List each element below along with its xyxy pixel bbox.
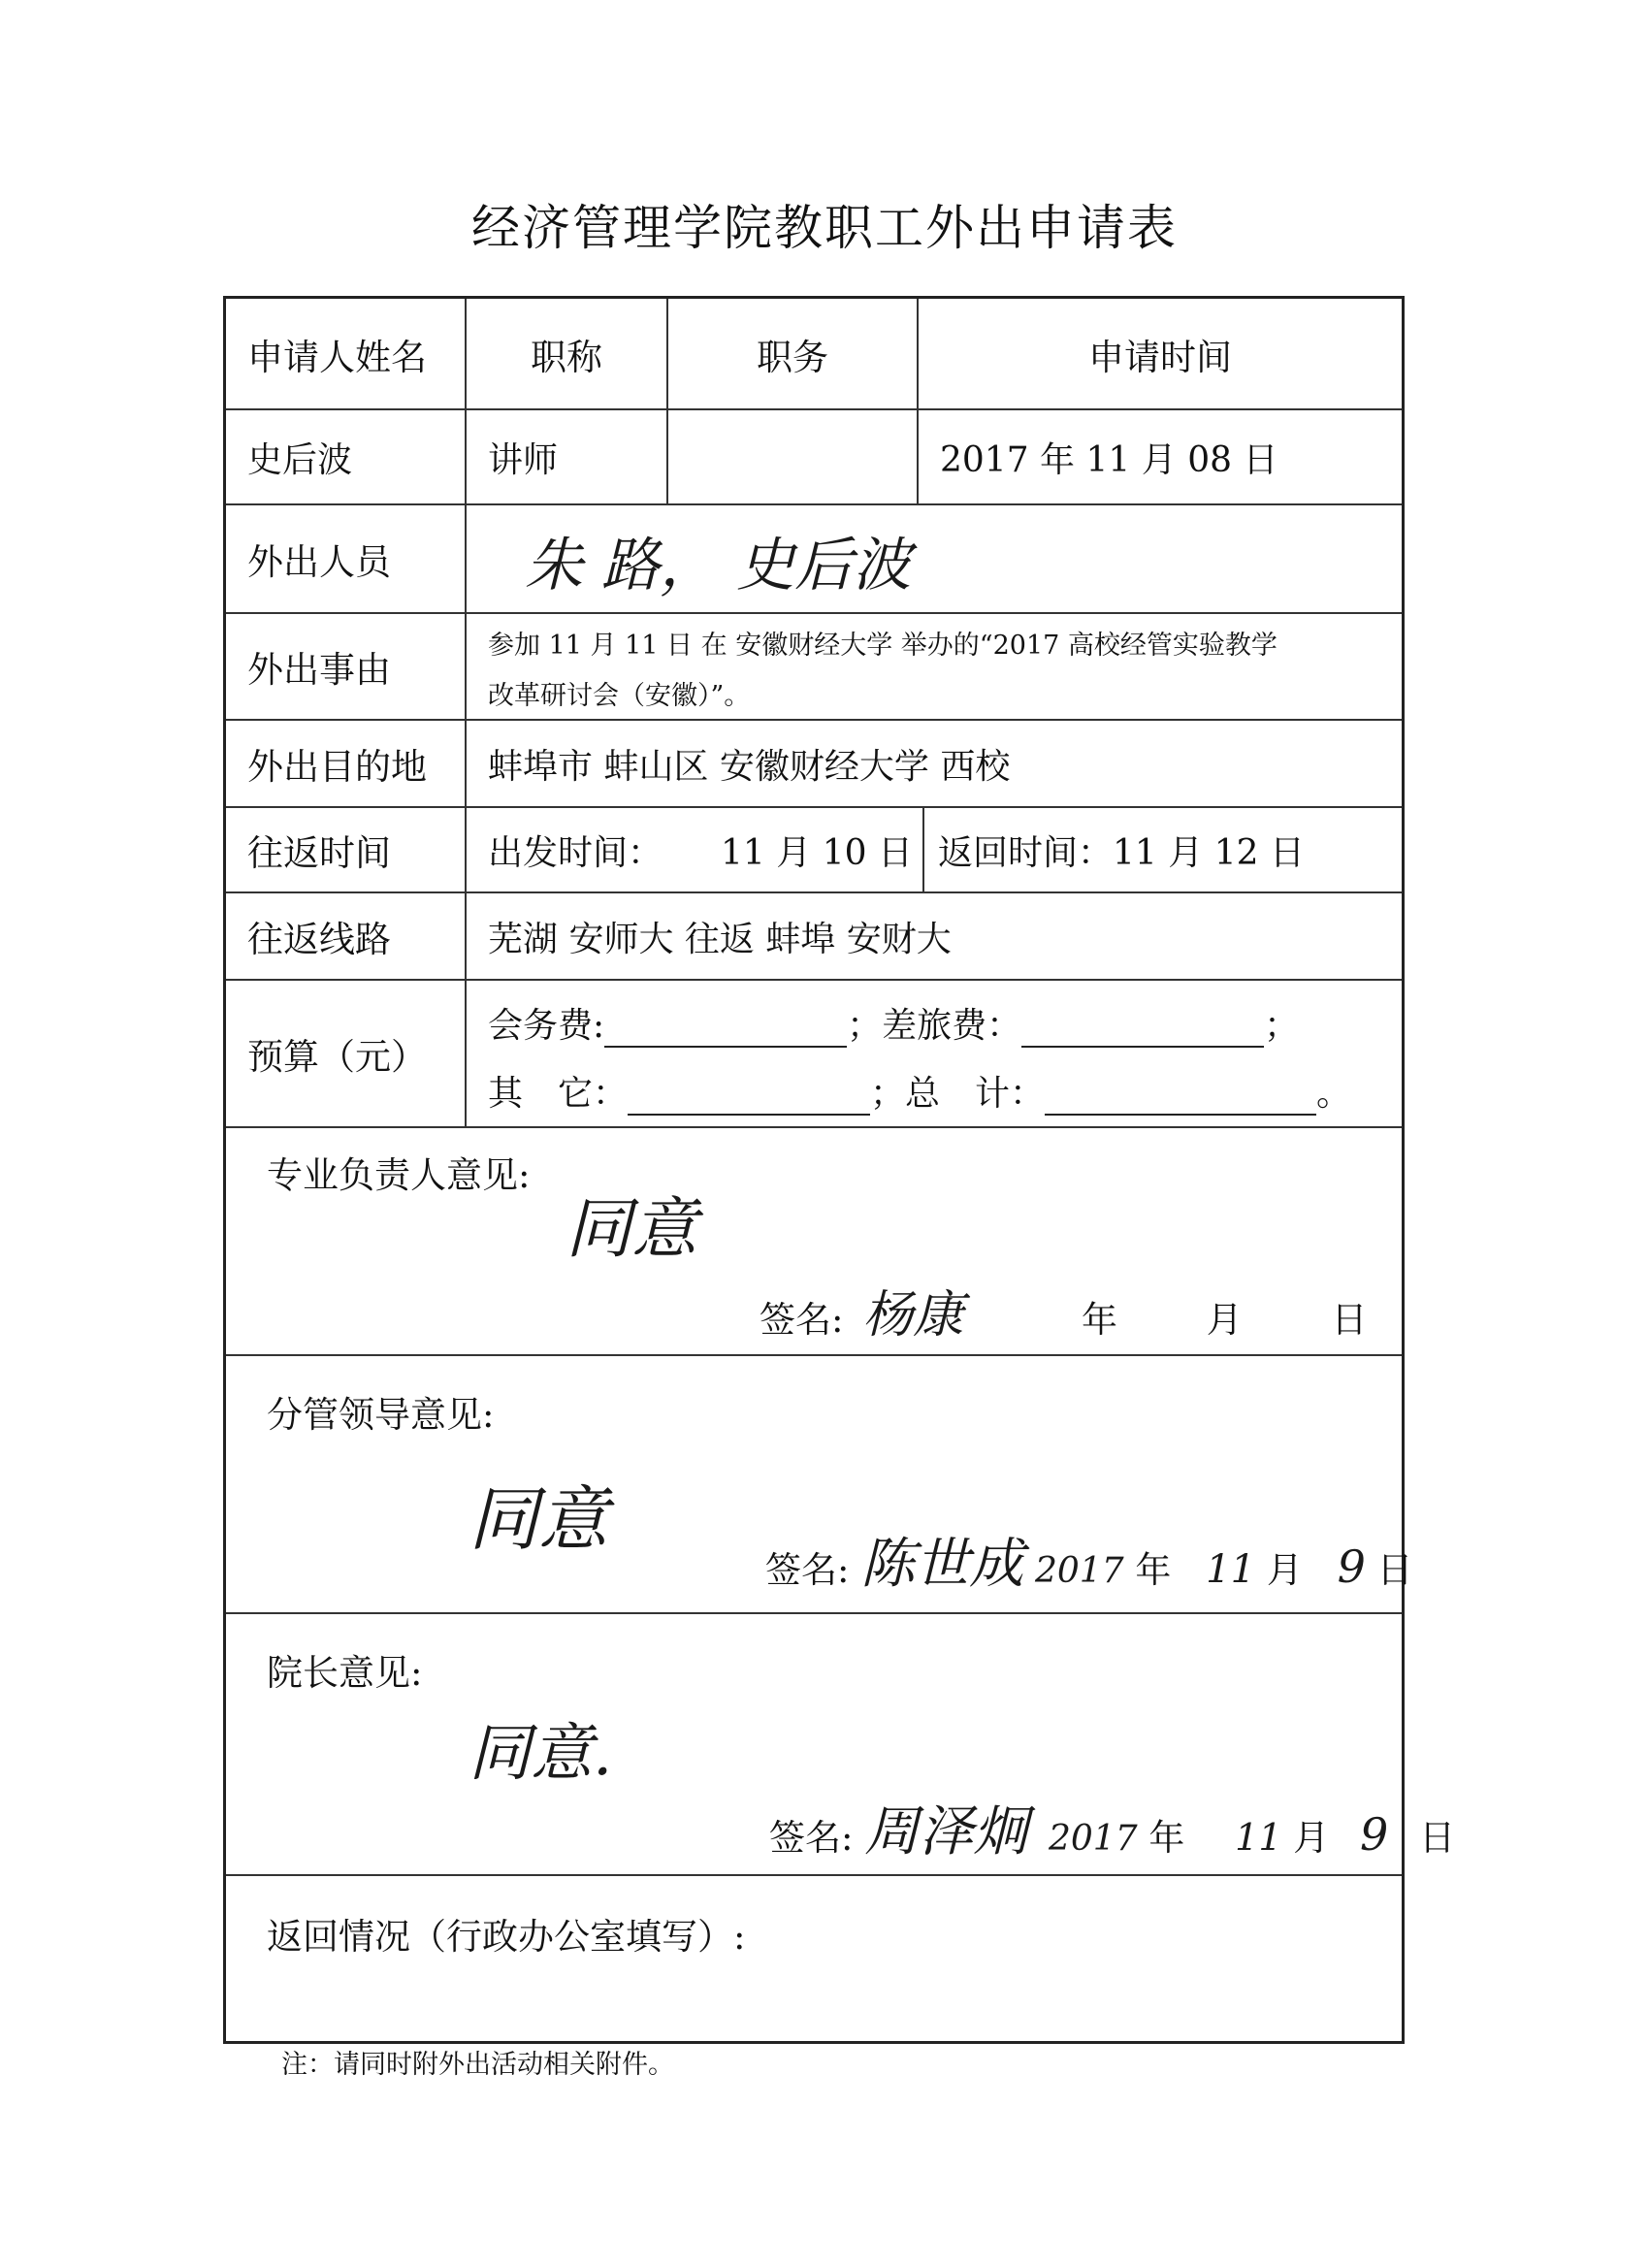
personnel-handwriting: 朱 路， 史后波 xyxy=(525,532,912,599)
return-label: 返回时间： xyxy=(938,832,1114,873)
depart-cell xyxy=(467,808,924,891)
applicant-name-header: 申请人姓名 xyxy=(226,299,467,408)
major-head-year: 年 xyxy=(1082,1299,1118,1341)
travel-fee-blank xyxy=(1021,1017,1264,1048)
dean-month: 月 xyxy=(1293,1817,1330,1859)
total-label: ；总 计： xyxy=(870,1074,1046,1114)
reason-line-2: 改革研讨会（安徽）”。 xyxy=(488,681,751,711)
budget-sep: ； xyxy=(1264,1006,1300,1046)
return-value: 11 月 12 日 xyxy=(1113,832,1305,873)
major-head-opinion: 同意 xyxy=(566,1191,698,1268)
reason-value-cell xyxy=(467,614,1402,719)
depart-value: 11 月 10 日 xyxy=(721,832,913,873)
form-title: 经济管理学院教职工外出申请表 xyxy=(471,200,1178,256)
return-cell xyxy=(924,808,1402,891)
route-value: 芜湖 安师大 往返 蚌埠 安财大 xyxy=(488,919,952,959)
round-trip-row xyxy=(226,808,1402,893)
budget-row xyxy=(226,981,1402,1128)
reason-label: 外出事由 xyxy=(226,614,467,719)
travel-fee-label: ；差旅费： xyxy=(847,1006,1022,1046)
destination-label: 外出目的地 xyxy=(226,721,467,806)
dean-day: 日 xyxy=(1419,1817,1456,1859)
applicant-name-value: 史后波 xyxy=(226,410,467,503)
leader-label: 分管领导意见: xyxy=(267,1394,495,1436)
other-blank xyxy=(628,1085,870,1116)
dean-sign-line xyxy=(769,1789,1455,1866)
apply-time-value: 2017 年 11 月 08 日 xyxy=(940,439,1278,480)
form-note: 注：请同时附外出活动相关附件。 xyxy=(281,2050,674,2080)
major-head-signature: 杨康 xyxy=(862,1286,964,1345)
reason-row xyxy=(226,614,1402,721)
leader-day-value: 9 xyxy=(1337,1540,1366,1593)
dean-month-value: 11 xyxy=(1235,1816,1282,1859)
route-row xyxy=(226,893,1402,981)
dean-day-value: 9 xyxy=(1360,1808,1389,1861)
major-head-sign-line xyxy=(760,1274,1368,1346)
dean-opinion: 同意. xyxy=(469,1718,613,1790)
budget-end: 。 xyxy=(1316,1074,1352,1114)
leader-month-value: 11 xyxy=(1206,1547,1256,1592)
major-head-row xyxy=(226,1128,1402,1356)
return-status-label: 返回情况（行政办公室填写）: xyxy=(267,1916,746,1958)
depart-label: 出发时间： xyxy=(488,832,663,873)
budget-line-1 xyxy=(488,998,1299,1048)
leader-row xyxy=(226,1356,1413,1614)
position-value xyxy=(668,410,919,503)
personnel-value-cell xyxy=(467,505,1402,612)
round-trip-label: 往返时间 xyxy=(226,808,467,891)
budget-label: 预算（元） xyxy=(226,981,467,1126)
destination-value: 蚌埠市 蚌山区 安徽财经大学 西校 xyxy=(488,746,1011,787)
personnel-row xyxy=(226,505,1402,614)
meeting-fee-blank xyxy=(604,1017,847,1048)
dean-signature: 周泽炯 xyxy=(864,1800,1028,1863)
major-head-day: 日 xyxy=(1331,1299,1368,1341)
budget-line-2 xyxy=(488,1066,1351,1116)
reason-line-1: 参加 11 月 11 日 在 安徽财经大学 举办的“2017 高校经管实验教学 xyxy=(488,631,1277,661)
leader-sign-line xyxy=(765,1521,1413,1599)
personnel-label: 外出人员 xyxy=(226,505,467,612)
major-head-label: 专业负责人意见: xyxy=(267,1154,531,1196)
rank-value: 讲师 xyxy=(467,410,668,503)
position-header: 职务 xyxy=(668,299,919,408)
dean-year-value: 2017 xyxy=(1049,1819,1138,1859)
dean-year: 年 xyxy=(1148,1817,1185,1859)
other-label: 其 它： xyxy=(488,1074,629,1114)
applicant-row xyxy=(226,410,1402,505)
return-status-row xyxy=(226,1876,1402,2041)
total-blank xyxy=(1045,1085,1316,1116)
leader-year: 年 xyxy=(1135,1549,1172,1591)
leader-opinion: 同意 xyxy=(469,1478,609,1560)
leader-month: 月 xyxy=(1266,1549,1303,1591)
destination-row xyxy=(226,721,1402,808)
leader-sign-label: 签名: xyxy=(765,1549,850,1591)
leader-day: 日 xyxy=(1376,1549,1413,1591)
leader-year-value: 2017 xyxy=(1035,1551,1124,1591)
rank-header: 职称 xyxy=(467,299,668,408)
route-label: 往返线路 xyxy=(226,893,467,979)
meeting-fee-label: 会务费: xyxy=(488,1006,605,1046)
dean-label: 院长意见: xyxy=(267,1652,423,1694)
leader-signature: 陈世成 xyxy=(860,1533,1024,1596)
budget-value-cell xyxy=(467,981,1402,1126)
header-row xyxy=(226,299,1402,410)
apply-time-header: 申请时间 xyxy=(1088,336,1232,378)
dean-sign-label: 签名: xyxy=(769,1817,854,1859)
major-head-month: 月 xyxy=(1206,1299,1243,1341)
dean-row xyxy=(226,1614,1456,1876)
major-head-sign-label: 签名: xyxy=(760,1299,844,1341)
application-form xyxy=(223,296,1456,2044)
